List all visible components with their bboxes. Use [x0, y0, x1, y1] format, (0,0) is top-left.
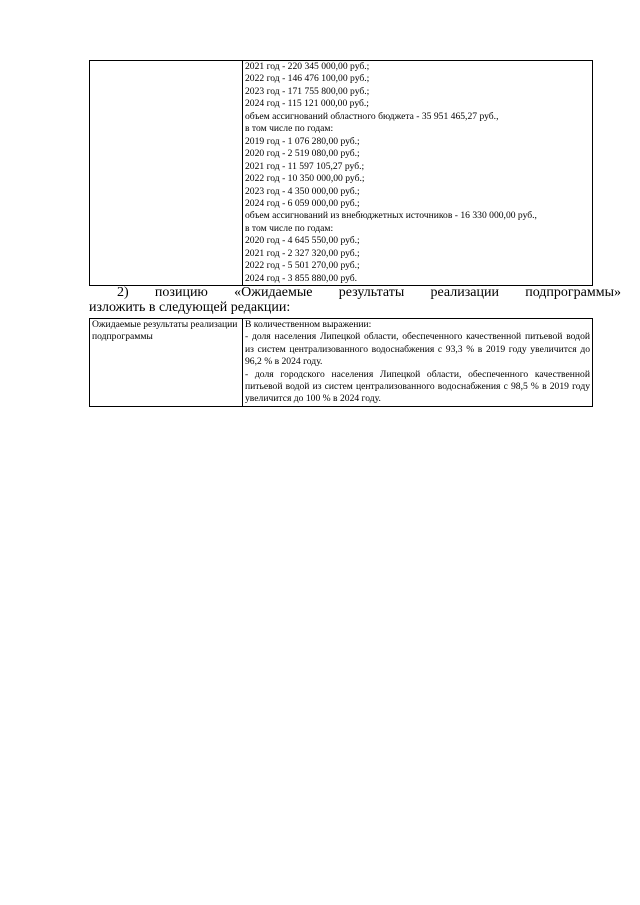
results-table-left-cell: Ожидаемые результаты реализации подпрограммы [90, 319, 243, 407]
funding-line: объем ассигнований областного бюджета - 35 951 465,27 руб., [245, 110, 499, 122]
funding-line: 2023 год - 4 350 000,00 руб.; [245, 185, 360, 197]
funding-line: 2022 год - 10 350 000,00 руб.; [245, 173, 365, 185]
funding-line: 2020 год - 4 645 550,00 руб.; [245, 235, 360, 247]
funding-line: в том числе по годам: [245, 222, 334, 234]
funding-line: в том числе по годам: [245, 123, 334, 135]
funding-line: 2024 год - 6 059 000,00 руб.; [245, 197, 360, 209]
amendment-paragraph-line2: изложить в следующей редакции: [89, 300, 291, 315]
results-line: В количественном выражении: [245, 319, 372, 330]
funding-line: 2023 год - 171 755 800,00 руб.; [245, 85, 370, 97]
funding-line: 2024 год - 3 855 880,00 руб. [245, 272, 358, 284]
results-table [89, 318, 593, 407]
funding-line: 2024 год - 115 121 000,00 руб.; [245, 98, 369, 110]
funding-table [89, 60, 593, 286]
results-line: - доля городского населения Липецкой области, обеспеченного качественной питьевой водой из систем централизованного водоснабжения с 98,5 % в 2019 году увеличится до 100 % в 2024 году. [245, 368, 590, 405]
funding-line: 2021 год - 2 327 320,00 руб.; [245, 247, 360, 259]
funding-table-right-cell [243, 61, 593, 286]
funding-line: 2021 год - 220 345 000,00 руб.; [245, 61, 370, 72]
results-table-right-cell [243, 319, 593, 407]
funding-line: объем ассигнований из внебюджетных источников - 16 330 000,00 руб., [245, 210, 537, 222]
funding-line: 2021 год - 11 597 105,27 руб.; [245, 160, 365, 172]
funding-line: 2022 год - 146 476 100,00 руб.; [245, 73, 370, 85]
funding-table-left-cell [90, 61, 243, 286]
results-line: - доля населения Липецкой области, обеспеченного качественной питьевой водой из систем централизованного водоснабжения с 93,3 % в 2019 году увеличится до 96,2 % в 2024 году. [245, 331, 590, 368]
funding-line: 2022 год - 5 501 270,00 руб.; [245, 260, 360, 272]
funding-line: 2020 год - 2 519 080,00 руб.; [245, 148, 360, 160]
funding-line: 2019 год - 1 076 280,00 руб.; [245, 135, 360, 147]
amendment-paragraph-line1: 2) позицию «Ожидаемые результаты реализации подпрограммы» [117, 285, 621, 300]
